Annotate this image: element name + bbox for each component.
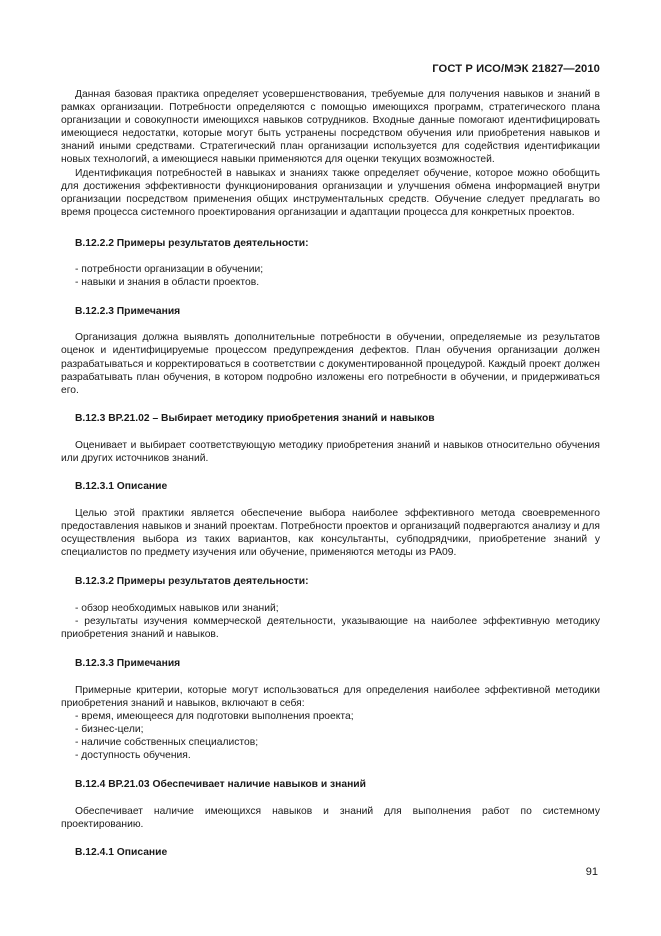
list-item: - обзор необходимых навыков или знаний; bbox=[75, 602, 279, 614]
paragraph: Обеспечивает наличие имеющихся навыков и знаний для выполнения работ по системному проектированию. bbox=[61, 805, 600, 830]
list-item: - время, имеющееся для подготовки выполнения проекта; bbox=[75, 711, 354, 723]
section-heading: В.12.2.2 Примеры результатов деятельности: bbox=[75, 237, 309, 249]
section-heading: В.12.4 ВР.21.03 Обеспечивает наличие навыков и знаний bbox=[75, 778, 366, 790]
list-item: - бизнес-цели; bbox=[75, 724, 144, 736]
section-heading: В.12.2.3 Примечания bbox=[75, 306, 181, 318]
paragraph: Идентификация потребностей в навыках и знаниях также определяет обучение, которое можно обобщить для достижения эффективности функционирования организации и улучшения обмена информацией внутри организации посредством применения общих инструментальных средств. Обучение следует предлагать во время процесса системного проектирования организации и адаптации процесса для конкретных проектов. bbox=[61, 167, 600, 218]
list-item: - результаты изучения коммерческой деятельности, указывающие на наиболее эффективную методику приобретения знаний и навыков. bbox=[61, 615, 600, 640]
paragraph: Оценивает и выбирает соответствующую методику приобретения знаний и навыков относительно обучения или других источников знаний. bbox=[61, 439, 600, 464]
page-content bbox=[61, 88, 600, 859]
paragraph: Данная базовая практика определяет усовершенствования, требуемые для получения навыков и знаний в рамках организации. Потребности определяются с помощью имеющихся программ, стратегического плана организации и совокупности имеющихся навыков сотрудников. Входные данные помогают идентифицировать имеющиеся недостатки, которые могут быть устранены посредством обучения или приобретения навыков и знаний иными средствами. Стратегический план организации используется для содействия идентификации новых технологий, а имеющиеся навыки применяются для оценки текущих возможностей. bbox=[61, 89, 600, 166]
list-item: - наличие собственных специалистов; bbox=[75, 737, 259, 749]
paragraph: Примерные критерии, которые могут использоваться для определения наиболее эффективной методики приобретения знаний и навыков, включают в себя: bbox=[61, 685, 600, 710]
page-number: 91 bbox=[585, 866, 598, 878]
list-item: - навыки и знания в области проектов. bbox=[75, 277, 260, 289]
section-heading: В.12.3.1 Описание bbox=[75, 481, 168, 493]
section-heading: В.12.3 ВР.21.02 – Выбирает методику приобретения знаний и навыков bbox=[75, 412, 435, 424]
list-item: - потребности организации в обучении; bbox=[75, 264, 264, 276]
standard-header: ГОСТ Р ИСО/МЭК 21827—2010 bbox=[432, 63, 600, 75]
list-item: - доступность обучения. bbox=[75, 750, 191, 762]
section-heading: В.12.3.2 Примеры результатов деятельности: bbox=[75, 575, 309, 587]
paragraph: Целью этой практики является обеспечение выбора наиболее эффективного метода своевременного предоставления навыков и знаний проектам. Потребности проектов и организаций подвергаются анализу и для осуществления выбора из таких вариантов, как консультанты, субподрядчики, приобретение знаний у специалистов по предмету изучения или обучение, применяются методы из РА09. bbox=[61, 508, 600, 559]
section-heading: В.12.4.1 Описание bbox=[75, 846, 168, 858]
section-heading: В.12.3.3 Примечания bbox=[75, 657, 181, 669]
paragraph: Организация должна выявлять дополнительные потребности в обучении, определяемые из результатов оценок и идентифицируемые процессом предупреждения дефектов. План обучения организации должен разрабатываться и корректироваться в соответствии с документированной процедурой. Каждый проект должен разрабатывать план обучения, в котором подробно изложены его потребности в обучении, и придерживаться его. bbox=[61, 332, 600, 396]
